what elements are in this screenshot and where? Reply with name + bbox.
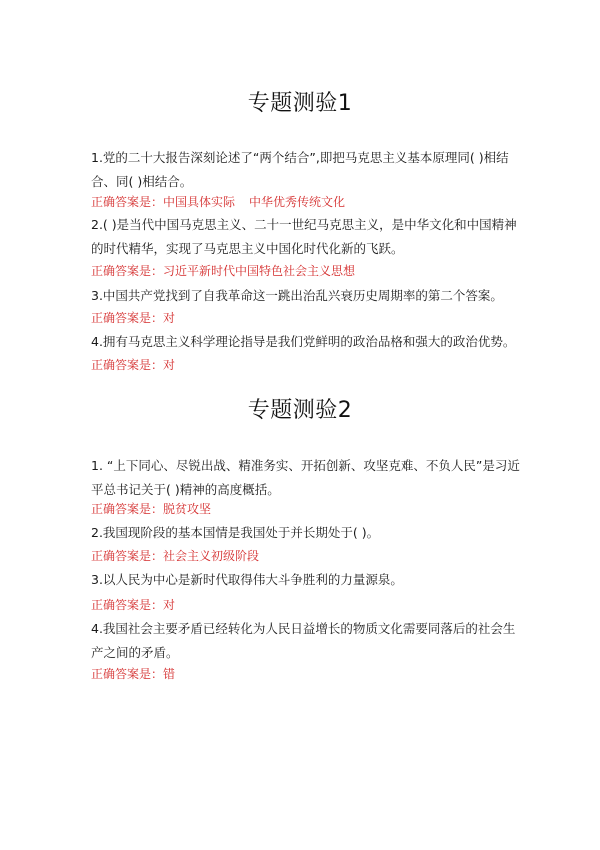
answer-1-3 [91, 308, 175, 328]
question-1-4: 4.拥有马克思主义科学理论指导是我们党鲜明的政治品格和强大的政治优势。 [91, 334, 516, 349]
answer-value: 社会主义初级阶段 [163, 549, 260, 563]
question-1-2: 2.( )是当代中国马克思主义、二十一世纪马克思主义，是中华文化和中国精神的时代精华，实现了马克思主义中国化时代化新的飞跃。 [91, 217, 517, 256]
question-2-1: 1. “上下同心、尽锐出战、精准务实、开拓创新、攻坚克难、不负人民”是习近平总书记关于( )精神的高度概括。 [91, 458, 520, 497]
answer-label: 正确答案是： [91, 358, 164, 372]
answer-value: 对 [163, 311, 176, 325]
answer-value: 对 [163, 598, 176, 612]
section-title-1: 专题测验1 [247, 91, 353, 116]
answer-value: 中国具体实际 [163, 195, 236, 209]
answer-value: 错 [163, 667, 176, 681]
answer-value: 对 [163, 358, 176, 372]
question-2-4: 4.我国社会主要矛盾已经转化为人民日益增长的物质文化需要同落后的社会生产之间的矛盾。 [91, 621, 516, 660]
question-1-3: 3.中国共产党找到了自我革命这一跳出治乱兴衰历史周期率的第二个答案。 [91, 288, 503, 303]
answer-label: 正确答案是： [91, 549, 164, 563]
answer-label: 正确答案是： [91, 264, 164, 278]
answer-1-2 [91, 261, 355, 281]
answer-value: 习近平新时代中国特色社会主义思想 [163, 264, 356, 278]
answer-1-1 [91, 192, 345, 212]
question-1-1: 1.党的二十大报告深刻论述了“两个结合”,即把马克思主义基本原理同( )相结合、同( )相结合。 [91, 150, 509, 189]
answer-2-1 [91, 499, 211, 519]
question-2-3: 3.以人民为中心是新时代取得伟大斗争胜利的力量源泉。 [91, 572, 403, 587]
answer-1-4 [91, 355, 175, 375]
answer-2-2 [91, 546, 259, 566]
answer-label: 正确答案是： [91, 195, 164, 209]
answer-value-2: 中华优秀传统文化 [249, 195, 346, 209]
answer-2-4 [91, 664, 175, 684]
answer-label: 正确答案是： [91, 311, 164, 325]
answer-label: 正确答案是： [91, 667, 164, 681]
answer-label: 正确答案是： [91, 502, 164, 516]
answer-label: 正确答案是： [91, 598, 164, 612]
answer-value: 脱贫攻坚 [163, 502, 212, 516]
question-2-2: 2.我国现阶段的基本国情是我国处于并长期处于( )。 [91, 525, 380, 540]
answer-2-3 [91, 595, 175, 615]
section-title-2: 专题测验2 [247, 398, 353, 423]
